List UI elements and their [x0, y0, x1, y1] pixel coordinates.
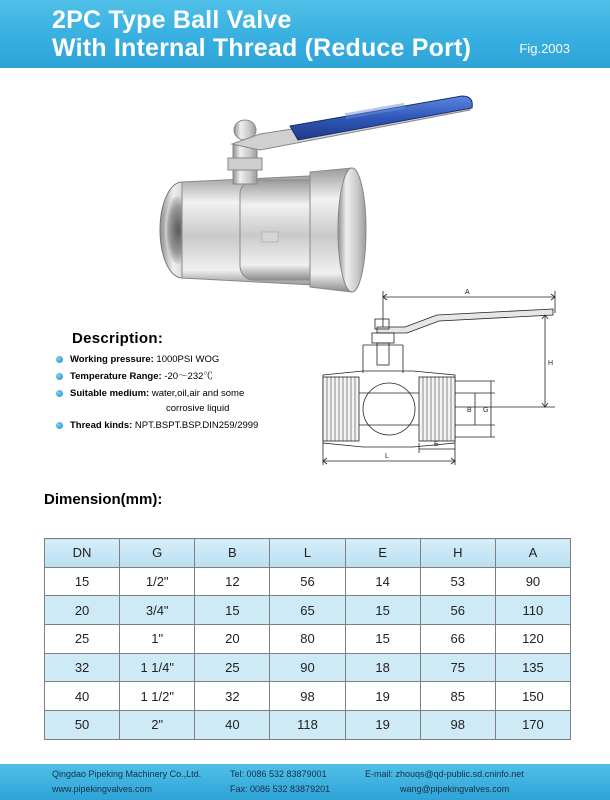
column-header: A	[495, 539, 570, 568]
column-header: L	[270, 539, 345, 568]
spec-value: NPT.BSPT.BSP.DIN259/2999	[132, 420, 259, 431]
footer-email-primary[interactable]: E-mail: zhouqs@qd-public.sd.cninfo.net	[365, 769, 524, 779]
table-cell: 40	[195, 711, 270, 740]
table-cell: 15	[195, 596, 270, 625]
bullet-icon	[56, 422, 63, 429]
table-cell: 80	[270, 625, 345, 654]
table-cell: 1/2"	[120, 567, 195, 596]
table-cell: 1 1/4"	[120, 653, 195, 682]
footer-tel: Tel: 0086 532 83879001	[230, 769, 327, 779]
table-cell: 3/4"	[120, 596, 195, 625]
bullet-icon	[56, 356, 63, 363]
table-cell: 98	[270, 682, 345, 711]
table-row	[45, 682, 571, 711]
title-line-2: With Internal Thread (Reduce Port)	[52, 34, 472, 62]
table-cell: 14	[345, 567, 420, 596]
dimension-title: Dimension(mm):	[44, 491, 163, 508]
column-header: DN	[45, 539, 120, 568]
column-header: B	[195, 539, 270, 568]
dimension-table	[44, 538, 571, 740]
table-cell: 15	[45, 567, 120, 596]
table-cell: 66	[420, 625, 495, 654]
header-banner	[0, 0, 610, 68]
bullet-icon	[56, 390, 63, 397]
table-cell: 170	[495, 711, 570, 740]
table-cell: 19	[345, 682, 420, 711]
table-cell: 56	[270, 567, 345, 596]
description-list	[56, 352, 306, 435]
spec-working-pressure	[56, 352, 306, 367]
table-row	[45, 711, 571, 740]
table-cell: 40	[45, 682, 120, 711]
spec-thread-kinds	[56, 418, 306, 433]
table-cell: 118	[270, 711, 345, 740]
table-cell: 98	[420, 711, 495, 740]
table-cell: 25	[45, 625, 120, 654]
footer-website[interactable]: www.pipekingvalves.com	[52, 784, 153, 794]
table-cell: 12	[195, 567, 270, 596]
footer-email-secondary[interactable]: wang@pipekingvalves.com	[400, 784, 510, 794]
figure-number: Fig.2003	[519, 41, 570, 56]
table-cell: 20	[195, 625, 270, 654]
table-row	[45, 596, 571, 625]
column-header: H	[420, 539, 495, 568]
table-cell: 53	[420, 567, 495, 596]
footer-fax: Fax: 0086 532 83879201	[230, 784, 331, 794]
spec-label: Temperature Range:	[70, 371, 162, 382]
dim-label-l: L	[385, 453, 389, 460]
table-cell: 75	[420, 653, 495, 682]
dim-label-a: A	[465, 289, 470, 296]
table-cell: 2"	[120, 711, 195, 740]
dim-label-g: G	[483, 407, 489, 414]
table-row	[45, 653, 571, 682]
table-cell: 85	[420, 682, 495, 711]
table-cell: 19	[345, 711, 420, 740]
footer-company: Qingdao Pipeking Machinery Co.,Ltd.	[52, 769, 202, 779]
column-header: G	[120, 539, 195, 568]
table-cell: 90	[270, 653, 345, 682]
spec-value: -20～232℃	[161, 371, 213, 382]
table-cell: 18	[345, 653, 420, 682]
table-row	[45, 625, 571, 654]
table-cell: 150	[495, 682, 570, 711]
valve-technical-drawing	[315, 283, 570, 473]
column-header: E	[345, 539, 420, 568]
table-cell: 32	[195, 682, 270, 711]
table-cell: 110	[495, 596, 570, 625]
table-cell: 20	[45, 596, 120, 625]
table-cell: 90	[495, 567, 570, 596]
table-cell: 50	[45, 711, 120, 740]
spec-label: Suitable medium:	[70, 388, 150, 399]
table-cell: 32	[45, 653, 120, 682]
ball-valve-photo	[140, 82, 480, 302]
spec-suitable-medium	[56, 386, 306, 416]
dim-label-e: E	[434, 441, 439, 448]
dim-label-h: H	[548, 360, 554, 367]
title-line-1: 2PC Type Ball Valve	[52, 6, 292, 34]
table-row	[45, 567, 571, 596]
bullet-icon	[56, 373, 63, 380]
spec-label: Thread kinds:	[70, 420, 133, 431]
table-cell: 135	[495, 653, 570, 682]
spec-temperature-range	[56, 369, 306, 384]
spec-value-continued: corrosive liquid	[166, 403, 230, 414]
dim-label-b: B	[467, 407, 472, 414]
spec-value: water,oil,air and some	[149, 388, 245, 399]
dimension-table-wrapper	[44, 538, 571, 740]
table-cell: 1 1/2"	[120, 682, 195, 711]
table-cell: 15	[345, 625, 420, 654]
spec-value: 1000PSI WOG	[153, 354, 220, 365]
table-cell: 1"	[120, 625, 195, 654]
footer-banner	[0, 764, 610, 800]
table-cell: 120	[495, 625, 570, 654]
table-cell: 56	[420, 596, 495, 625]
description-title: Description:	[72, 330, 164, 347]
table-cell: 15	[345, 596, 420, 625]
table-header-row	[45, 539, 571, 568]
table-cell: 65	[270, 596, 345, 625]
table-cell: 25	[195, 653, 270, 682]
spec-label: Working pressure:	[70, 354, 154, 365]
